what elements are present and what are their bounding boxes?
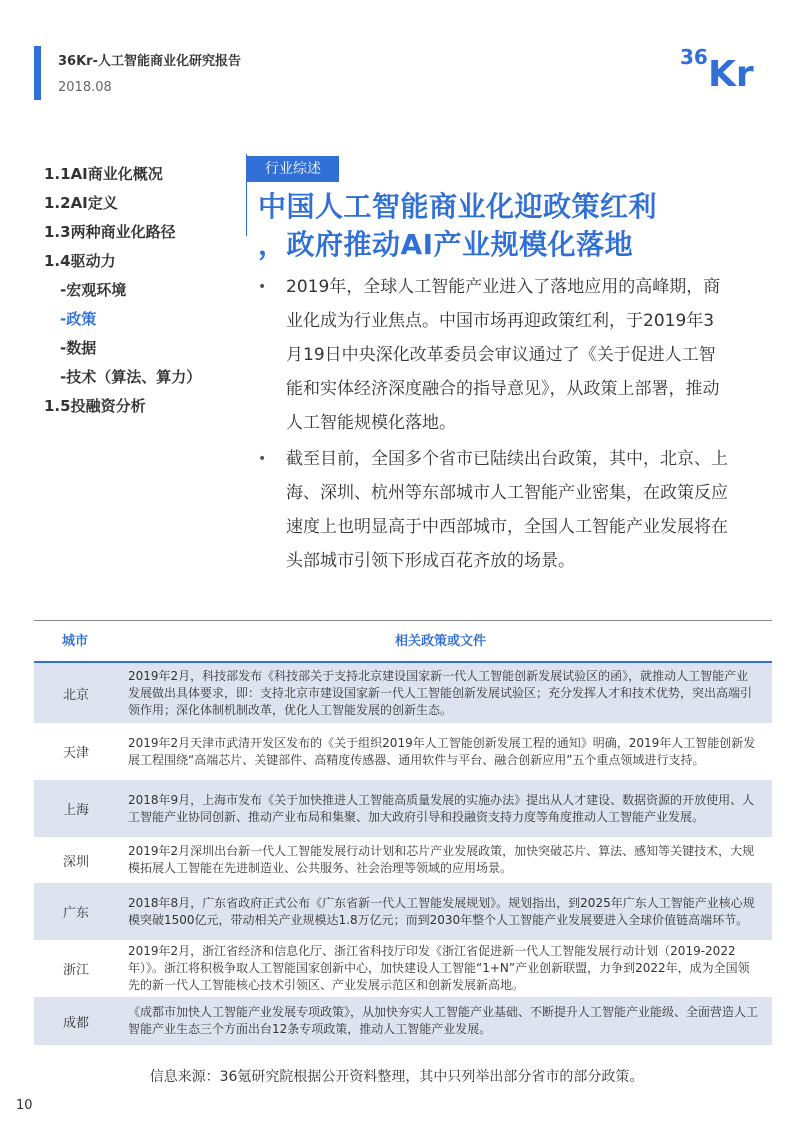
toc-item-macro[interactable]: -宏观环境 <box>60 281 127 299</box>
table-cell-city: 天津 <box>62 746 89 761</box>
bullet-item <box>258 442 728 578</box>
bullet-dot-icon: • <box>258 279 267 295</box>
table-cell-policy: 2019年2月天津市武清开发区发布的《关于组织2019年人工智能创新发展工程的通知》明确，2019年人工智能创新发展工程围绕“高端芯片、关键部件、高精度传感器、通用软件与平台、融合创新应用”五个重点领域进行支持。 <box>128 735 756 767</box>
table-cell-policy: 2019年2月深圳出台新一代人工智能发展行动计划和芯片产业发展政策，加快突破芯片、算法、感知等关键技术，大规模拓展人工智能在先进制造业、公共服务、社会治理等领域的应用场景。 <box>128 844 755 875</box>
table-row <box>34 663 772 723</box>
table-row <box>34 997 772 1045</box>
bullet-text: 2019年，全球人工智能产业进入了落地应用的高峰期，商业化成为行业焦点。中国市场再迎政策红利，于2019年3月19日中央深化改革委员会审议通过了《关于促进人工智能和实体经济深度融合的指导意见》，从政策上部署，推动人工智能规模化落地。 <box>286 277 721 433</box>
table-cell-policy: 2019年2月，浙江省经济和信息化厅、浙江省科技厅印发《浙江省促进新一代人工智能发展行动计划（2019-2022年）》。浙江将积极争取人工智能国家创新中心，加快建设人工智能“1+N”产业创新联盟，力争到2022年，成为全国领先的新一代人工智能核心技术引领区、产业发展示范区和创新发展新高地。 <box>128 944 750 992</box>
bullet-list <box>258 270 728 580</box>
table-of-contents <box>44 160 201 421</box>
table-row <box>34 723 772 780</box>
bullet-text: 截至目前，全国多个省市已陆续出台政策，其中，北京、上海、深圳、杭州等东部城市人工智能产业密集，在政策反应速度上也明显高于中西部城市，全国人工智能产业发展将在头部城市引领下形成百花齐放的场景。 <box>286 449 728 571</box>
logo-text-36: 36 <box>680 45 708 69</box>
toc-item-policy[interactable]: -政策 <box>60 310 97 328</box>
table-header-policy: 相关政策或文件 <box>395 634 487 649</box>
logo-text-kr: Kr <box>708 54 754 92</box>
table-cell-city: 成都 <box>62 1015 89 1031</box>
toc-item-technology[interactable]: -技术（算法、算力） <box>60 368 202 386</box>
table-cell-city: 北京 <box>62 687 89 703</box>
logo-36kr <box>680 42 764 92</box>
report-title: 36Kr-人工智能商业化研究报告 <box>58 54 241 69</box>
section-tag: 行业综述 <box>247 156 339 182</box>
toc-item-data[interactable]: -数据 <box>60 339 97 357</box>
table-cell-city: 上海 <box>62 803 89 818</box>
toc-item-investment[interactable]: 1.5投融资分析 <box>44 397 146 415</box>
page-number: 10 <box>16 1098 33 1113</box>
table-cell-city: 广东 <box>62 906 89 921</box>
report-date: 2018.08 <box>58 80 112 95</box>
table-cell-policy: 2018年9月，上海市发布《关于加快推进人工智能高质量发展的实施办法》提出从人才建设、数据资源的开放使用、人工智能产业协同创新、推动产业布局和集聚、加大政府引导和投融资支持力度等角度推动人工智能产业发展。 <box>128 792 755 824</box>
table-row <box>34 940 772 997</box>
source-note: 信息来源：36氪研究院根据公开资料整理，其中只列举出部分省市的部分政策。 <box>149 1069 644 1085</box>
page-title-line-1: 中国人工智能商业化迎政策红利 <box>258 190 658 223</box>
page-title-line-2: ，政府推动AI产业规模化落地 <box>258 228 634 261</box>
toc-item-commercial-paths[interactable]: 1.3两种商业化路径 <box>44 223 176 241</box>
table-row <box>34 780 772 837</box>
table-cell-policy: 《成都市加快人工智能产业发展专项政策》，从加快夯实人工智能产业基础、不断提升人工智能产业能级、全面营造人工智能产业生态三个方面出台12条专项政策，推动人工智能产业发展。 <box>128 1005 759 1036</box>
table-row <box>34 837 772 883</box>
table-header-city: 城市 <box>62 634 89 649</box>
table-cell-policy: 2018年8月，广东省政府正式公布《广东省新一代人工智能发展规划》。规划指出，到2025年广东人工智能产业核心规模突破1500亿元，带动相关产业规模达1.8万亿元；而到2030年整个人工智能产业发展要进入全球价值链高端环节。 <box>128 895 755 927</box>
toc-item-ai-overview[interactable]: 1.1AI商业化概况 <box>44 165 163 183</box>
table-cell-city: 深圳 <box>62 854 89 870</box>
bullet-item <box>258 270 728 440</box>
table-cell-city: 浙江 <box>62 963 89 978</box>
table-row <box>34 883 772 940</box>
table-top-border <box>34 620 772 621</box>
header-accent-bar <box>34 46 41 100</box>
table-cell-policy: 2019年2月，科技部发布《科技部关于支持北京建设国家新一代人工智能创新发展试验区的函》，就推动人工智能产业发展做出具体要求，即：支持北京市建设国家新一代人工智能创新发展试验区；充分发挥人才和技术优势，突出高端引领作用；深化体制机制改革，优化人工智能发展的创新生态。 <box>128 668 753 717</box>
bullet-dot-icon: • <box>258 451 267 467</box>
toc-item-drivers[interactable]: 1.4驱动力 <box>44 252 116 270</box>
toc-item-ai-definition[interactable]: 1.2AI定义 <box>44 194 118 212</box>
page-title <box>258 188 657 264</box>
